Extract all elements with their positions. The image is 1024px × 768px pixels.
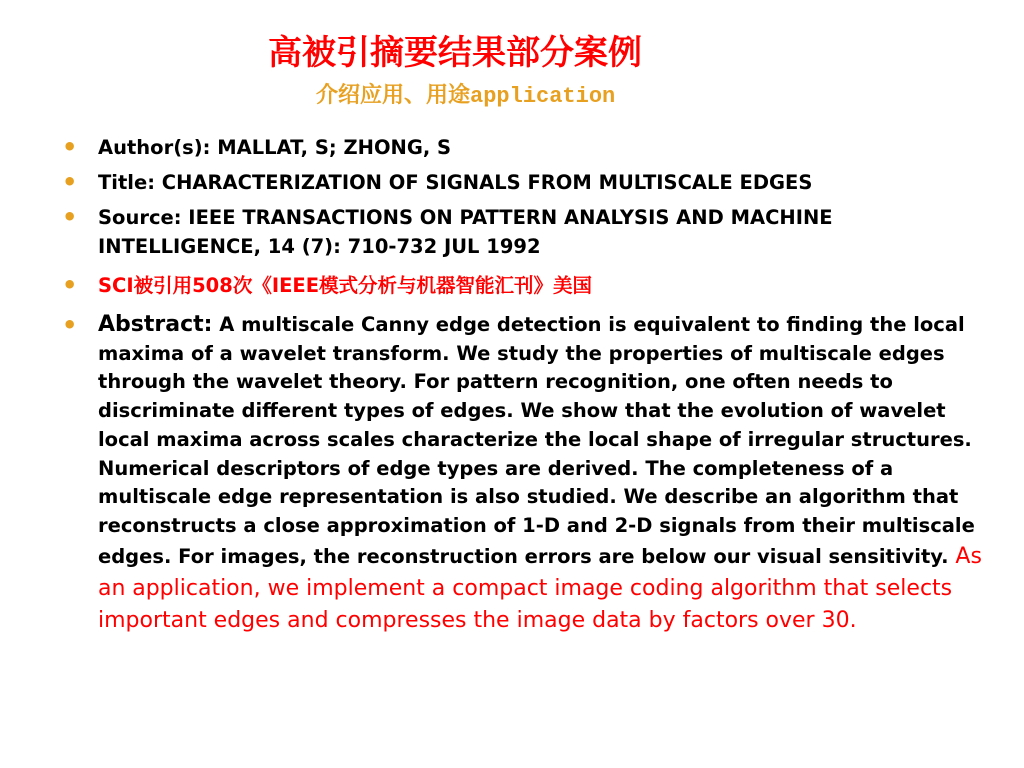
bullet-title [62, 168, 998, 197]
journal-chinese-name: 《IEEE模式分析与机器智能汇刊》美国 [252, 274, 593, 297]
bullet-dot-icon: • [62, 133, 78, 161]
application-word: application [132, 575, 254, 601]
sci-citations: SCI被引用508次 [98, 274, 253, 297]
bullet-source [62, 203, 998, 261]
application-suffix: , we implement a compact image coding algorithm that selects important edges and compresses the image data by factors over 30. [98, 575, 953, 633]
slide-subtitle [316, 80, 615, 112]
subtitle-english: application [470, 84, 616, 109]
bullet-abstract [62, 311, 998, 637]
abstract-label: Abstract: [98, 312, 213, 337]
bullet-dot-icon: • [62, 168, 78, 196]
bullet-dot-icon: • [62, 311, 78, 339]
bullet-authors [62, 133, 998, 162]
authors-text: Author(s): MALLAT, S; ZHONG, S [98, 136, 452, 159]
abstract-body: A multiscale Canny edge detection is equivalent to finding the local maxima of a wavelet transform. We study the properties of multiscale edges through the wavelet theory. For pattern recognition, one often needs to discriminate different types of edges. We show that the evolution of wavelet local maxima across scales characterize the local shape of irregular structures. Numerical descriptors of edge types are derived. The completeness of a multiscale edge representation is also studied. We describe an algorithm that reconstructs a close approximation of 1-D and 2-D signals from their multiscale edges. For images, the reconstruction errors are below our visual sensitivity. [98, 313, 975, 568]
application-prefix: As an [98, 543, 982, 601]
subtitle-chinese: 介绍应用、用途 [316, 82, 471, 108]
title-text: Title: CHARACTERIZATION OF SIGNALS FROM MULTISCALE EDGES [98, 171, 813, 194]
source-text: Source: IEEE TRANSACTIONS ON PATTERN ANALYSIS AND MACHINE INTELLIGENCE, 14 (7): 710-732 JUL 1992 [98, 206, 833, 258]
bullet-sci [62, 271, 998, 300]
bullet-dot-icon: • [62, 203, 78, 231]
slide-title: 高被引摘要结果部分案例 [268, 33, 642, 73]
bullet-dot-icon: • [62, 271, 78, 299]
